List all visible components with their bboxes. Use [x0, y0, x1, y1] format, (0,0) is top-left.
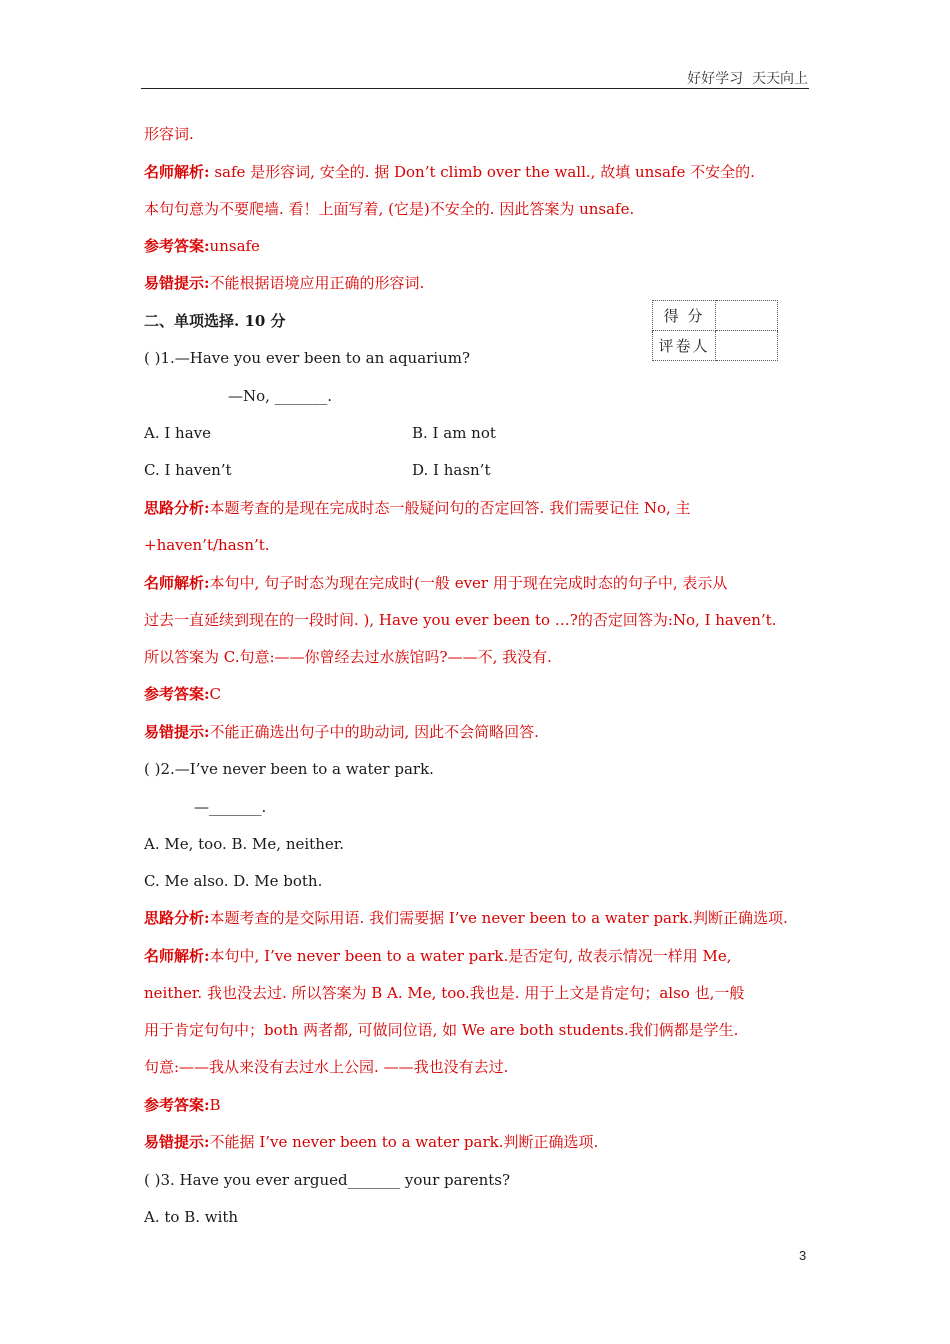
text-line: 形容词. [144, 125, 194, 143]
option-a: A. I have [144, 424, 212, 442]
text-line: 过去一直延续到现在的一段时间. ), Have you ever been to …?的否定回答为:No, I haven’t. [144, 611, 777, 629]
options-cd: C. Me also. D. Me both. [144, 872, 323, 890]
question-1-response: —No, _______. [228, 387, 332, 405]
tip-line: 易错提示:不能据 I’ve never been to a water park.判断正确选项. [144, 1133, 599, 1151]
tip-line: 易错提示:不能正确选出句子中的助动词, 因此不会简略回答. [144, 723, 539, 741]
text-line: +haven’t/hasn’t. [144, 536, 270, 554]
option-d: D. I hasn’t [412, 461, 491, 479]
tip-line: 易错提示:不能根据语境应用正确的形容词. [144, 274, 425, 292]
grader-label: 评卷人 [653, 331, 716, 361]
text-line: 句意:——我从来没有去过水上公园. ——我也没有去过. [144, 1058, 509, 1076]
question-3: ( )3. Have you ever argued_______ your parents? [144, 1171, 511, 1189]
score-value-cell [716, 301, 778, 331]
analysis-line: 名师解析: safe 是形容词, 安全的. 据 Don’t climb over the wall., 故填 unsafe 不安全的. [144, 163, 755, 181]
question-1: ( )1.—Have you ever been to an aquarium? [144, 349, 471, 367]
option-c: C. I haven’t [144, 461, 232, 479]
text-line: 本句句意为不要爬墙. 看！上面写着, (它是)不安全的. 因此答案为 unsafe. [144, 200, 635, 218]
text-line: 所以答案为 C.句意:——你曾经去过水族馆吗?——不, 我没有. [144, 648, 552, 666]
question-2: ( )2.—I’ve never been to a water park. [144, 760, 434, 778]
answer-line: 参考答案:C [144, 685, 222, 703]
score-box [652, 300, 778, 361]
question-2-response: —_______. [194, 798, 267, 816]
option-b: B. I am not [412, 424, 496, 442]
answer-line: 参考答案:unsafe [144, 237, 260, 255]
answer-line: 参考答案:B [144, 1096, 221, 1114]
header-divider [141, 88, 809, 89]
grader-value-cell [716, 331, 778, 361]
text-line: neither. 我也没去过. 所以答案为 B A. Me, too.我也是. 用于上文是肯定句；also 也,一般 [144, 984, 745, 1002]
header-slogan: 好好学习 天天向上 [687, 71, 808, 87]
page-number: 3 [799, 1248, 807, 1263]
analysis-line: 名师解析:本句中, I’ve never been to a water park.是否定句, 故表示情况一样用 Me, [144, 947, 732, 965]
options-ab: A. to B. with [144, 1208, 239, 1226]
section-heading: 二、单项选择. 10 分 [144, 312, 286, 330]
reasoning-line: 思路分析:本题考查的是交际用语. 我们需要据 I’ve never been to a water park.判断正确选项. [144, 909, 788, 927]
options-ab: A. Me, too. B. Me, neither. [144, 835, 345, 853]
text-line: 用于肯定句句中；both 两者都, 可做同位语, 如 We are both students.我们俩都是学生. [144, 1021, 739, 1039]
reasoning-line: 思路分析:本题考查的是现在完成时态一般疑问句的否定回答. 我们需要记住 No, 主 [144, 499, 691, 517]
analysis-line: 名师解析:本句中, 句子时态为现在完成时(一般 ever 用于现在完成时态的句子中, 表示从 [144, 574, 728, 592]
score-label: 得 分 [653, 301, 716, 331]
